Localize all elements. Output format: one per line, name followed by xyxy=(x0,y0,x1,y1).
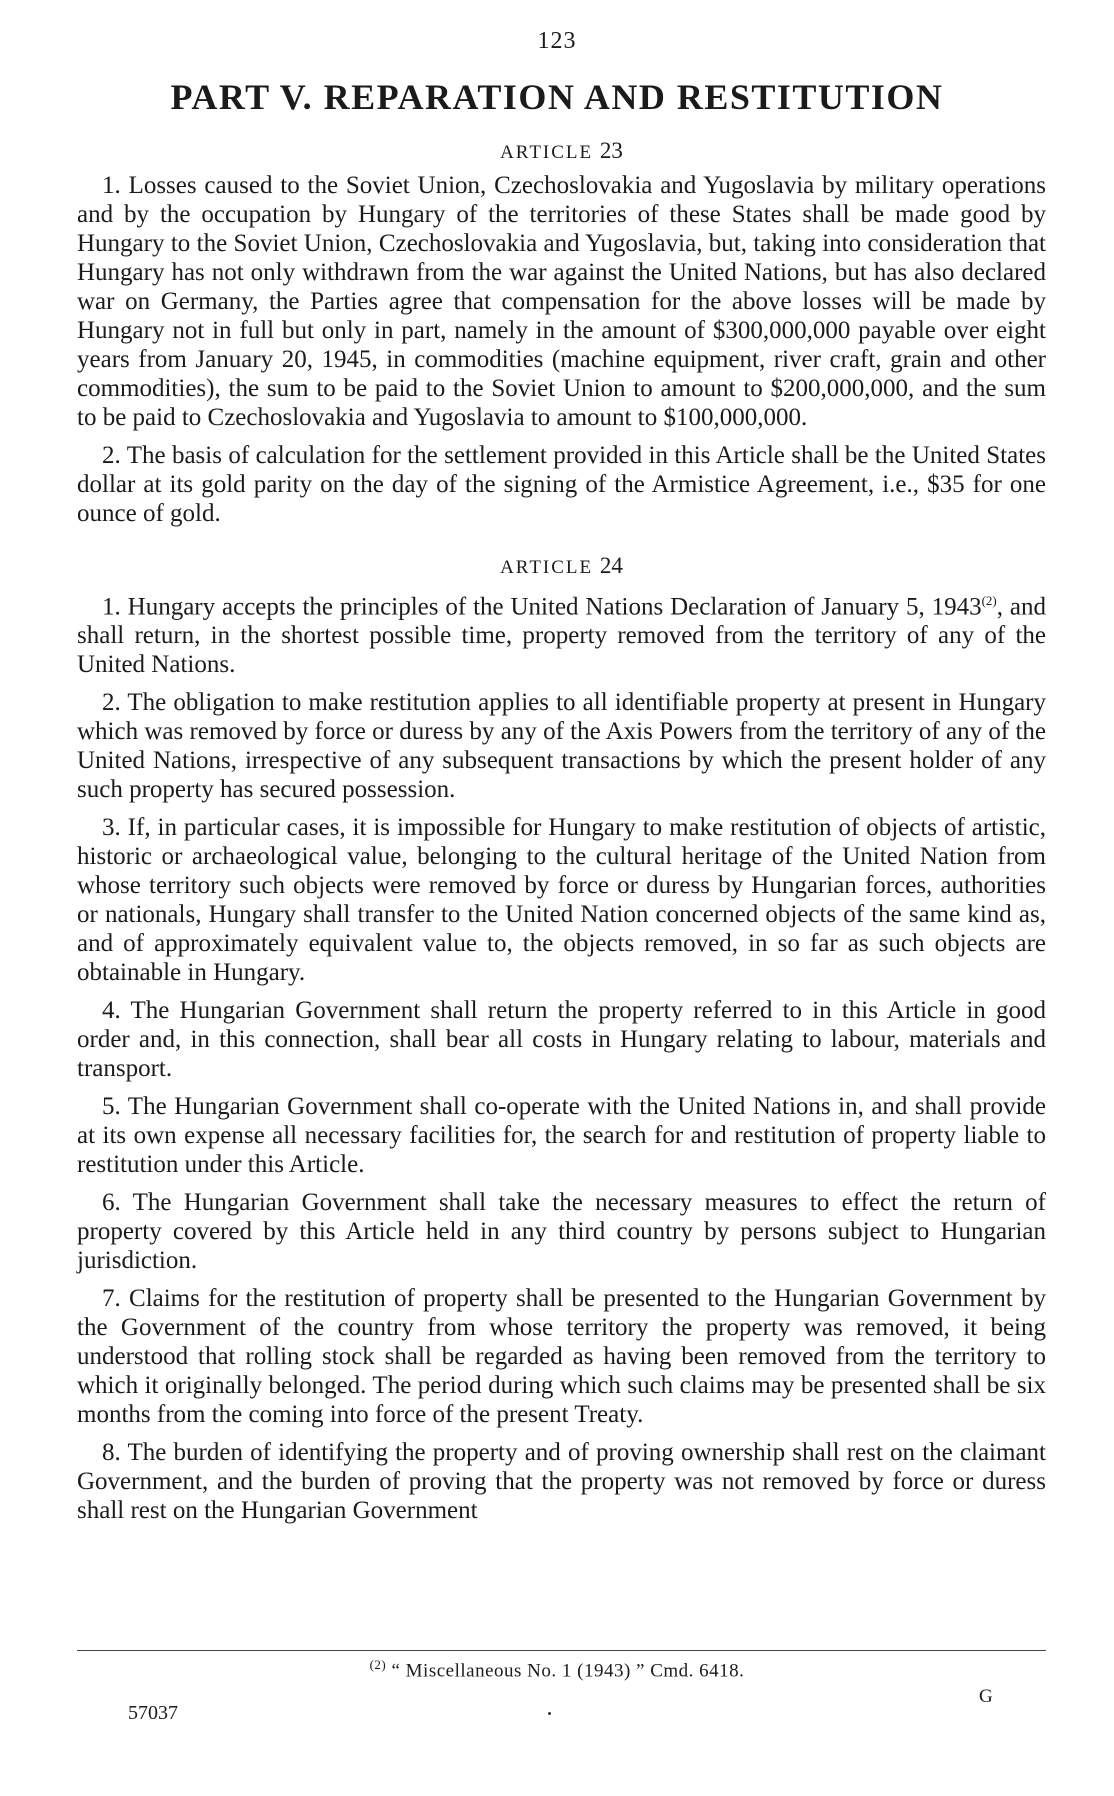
article-24-paragraph-2: 2. The obligation to make restitution applies to all identifiable property at present in Hungary which was removed by force or duress by any of the Axis Powers from the territory of any of the United Nations, irrespective of any subsequent transactions by which the present holder of any such property has secured possession. xyxy=(77,689,1046,804)
article-24-paragraph-1 xyxy=(77,586,1046,679)
signature-mark: G xyxy=(979,1686,993,1707)
footnote xyxy=(0,1657,1114,1682)
footnote-text: “ Miscellaneous No. 1 (1943) ” Cmd. 6418. xyxy=(391,1660,745,1682)
article-24-paragraph-7: 7. Claims for the restitution of property shall be presented to the Hungarian Government by the Government of the country from whose territory the property was removed, it being understood that rolling stock shall be regarded as having been removed from the territory to which it originally belonged. The period during which such claims may be presented shall be six months from the coming into force of the present Treaty. xyxy=(77,1285,1046,1429)
article-24-paragraph-3: 3. If, in particular cases, it is impossible for Hungary to make restitution of objects of artistic, historic or archaeological value, belonging to the cultural heritage of the United Nation from whose territory such objects were removed by force or duress by Hungarian forces, authorities or nationals, Hungary shall transfer to the United Nation concerned objects of the same kind as, and of approximately equivalent value to, the objects removed, in so far as such objects are obtainable in Hungary. xyxy=(77,814,1046,987)
article-24-heading xyxy=(77,551,1046,582)
article-number: 23 xyxy=(599,138,623,163)
printer-dot xyxy=(548,1712,551,1715)
article-label: ARTICLE xyxy=(500,142,594,163)
paragraph-text: 1. Hungary accepts the principles of the United Nations Declaration of January 5, 1943 xyxy=(102,593,982,621)
article-23-paragraph-1: 1. Losses caused to the Soviet Union, Czechoslovakia and Yugoslavia by military operations and by the occupation by Hungary of the territories of these States shall be made good by Hungary to the Soviet Union, Czechoslovakia and Yugoslavia, but, taking into consideration that Hungary has not only withdrawn from the war against the United Nations, but has also declared war on Germany, the Parties agree that compensation for the above losses will be made by Hungary not in full but only in part, namely in the amount of $300,000,000 payable over eight years from January 20, 1945, in commodities (machine equipment, river craft, grain and other commodities), the sum to be paid to the Soviet Union to amount to $200,000,000, and the sum to be paid to Czechoslovakia and Yugoslavia to amount to $100,000,000. xyxy=(77,172,1046,431)
document-body xyxy=(77,136,1046,1534)
article-23-paragraph-2: 2. The basis of calculation for the settlement provided in this Article shall be the United States dollar at its gold parity on the day of the signing of the Armistice Agreement, i.e., $35 for one ounce of gold. xyxy=(77,442,1046,527)
print-code: 57037 xyxy=(128,1702,178,1724)
page-number: 123 xyxy=(537,28,577,54)
article-24-paragraph-6: 6. The Hungarian Government shall take the necessary measures to effect the return of property covered by this Article held in any third country by persons subject to Hungarian jurisdiction. xyxy=(77,1189,1046,1275)
footnote-divider xyxy=(77,1650,1046,1651)
article-24-paragraph-5: 5. The Hungarian Government shall co-operate with the United Nations in, and shall provide at its own expense all necessary facilities for, the search for and restitution of property liable to restitution under this Article. xyxy=(77,1093,1046,1179)
article-24-paragraph-4: 4. The Hungarian Government shall return the property referred to in this Article in good order and, in this connection, shall bear all costs in Hungary relating to labour, materials and transport. xyxy=(77,997,1046,1083)
footnote-reference: (2) xyxy=(981,593,997,608)
article-23-heading xyxy=(77,136,1046,167)
paragraph-text: , and shall return, in the shortest possible time, property removed from the territory of any of the United Nations. xyxy=(77,593,1046,679)
article-24-paragraph-8: 8. The burden of identifying the property and of proving ownership shall rest on the claimant Government, and the burden of proving that the property was not removed by force or duress shall rest on the Hungarian Government xyxy=(77,1439,1046,1525)
footnote-mark: (2) xyxy=(369,1657,387,1672)
part-title: PART V. REPARATION AND RESTITUTION xyxy=(170,77,944,117)
article-number: 24 xyxy=(599,553,623,578)
article-label: ARTICLE xyxy=(500,557,594,578)
